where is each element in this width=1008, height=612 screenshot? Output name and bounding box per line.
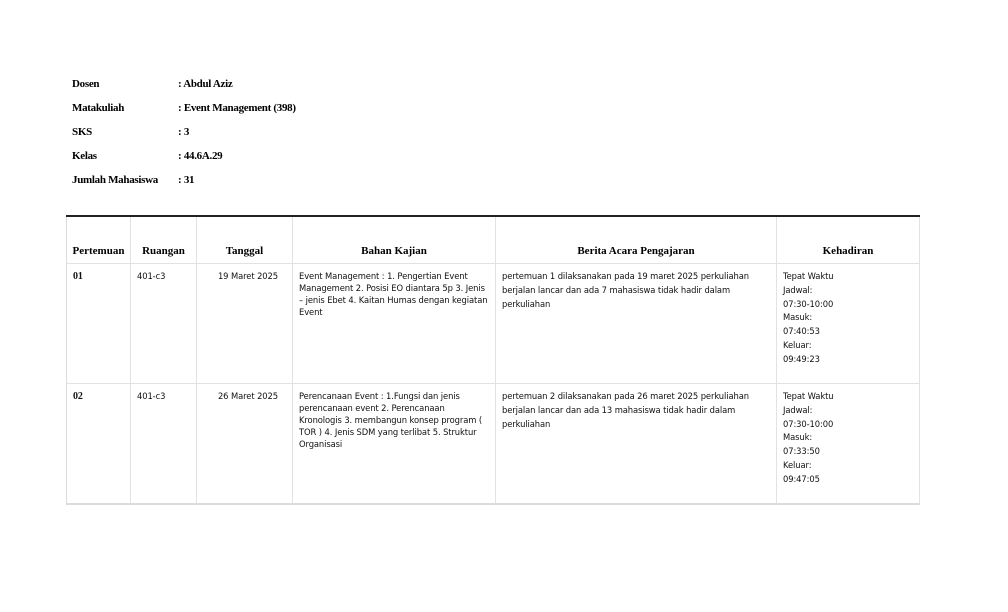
- info-label-matakuliah: Matakuliah: [72, 102, 125, 114]
- attendance-jadwal-label: Jadwal:: [783, 404, 813, 415]
- cell-bahan-kajian: Perencanaan Event : 1.Fungsi dan jenis perencanaan event 2. Perencanaan Kronologis 3. membangun konsep program ( TOR ) 4. Jenis SDM yang terlibat 5. Struktur Organisasi: [293, 384, 496, 504]
- header-berita-acara: Berita Acara Pengajaran: [496, 216, 777, 264]
- info-label-jumlah-mahasiswa: Jumlah Mahasiswa: [72, 174, 158, 186]
- info-label-sks: SKS: [72, 126, 92, 138]
- info-value-jumlah-mahasiswa: : 31: [178, 174, 195, 186]
- attendance-keluar: 09:49:23: [783, 353, 820, 364]
- info-value-kelas: : 44.6A.29: [178, 150, 223, 162]
- info-row-dosen: [72, 72, 296, 96]
- cell-berita-acara: pertemuan 1 dilaksanakan pada 19 maret 2025 perkuliahan berjalan lancar dan ada 7 mahasiswa tidak hadir dalam perkuliahan: [496, 264, 777, 384]
- table-header-row: [67, 216, 920, 264]
- header-kehadiran: Kehadiran: [777, 216, 920, 264]
- cell-pertemuan: 01: [67, 264, 131, 384]
- info-row-matakuliah: [72, 96, 296, 120]
- cell-ruangan: 401-c3: [131, 384, 197, 504]
- cell-kehadiran: [777, 384, 920, 504]
- info-value-matakuliah: : Event Management (398): [178, 102, 296, 114]
- table-row: [67, 264, 920, 384]
- attendance-masuk: 07:33:50: [783, 446, 820, 457]
- info-row-jumlah-mahasiswa: [72, 168, 296, 192]
- attendance-masuk-label: Masuk:: [783, 312, 813, 323]
- attendance-status: Tepat Waktu: [783, 271, 834, 281]
- cell-ruangan: 401-c3: [131, 264, 197, 384]
- table-row: [67, 384, 920, 504]
- cell-tanggal: 19 Maret 2025: [197, 264, 293, 384]
- teaching-journal-table: [66, 215, 920, 505]
- attendance-masuk-label: Masuk:: [783, 432, 813, 443]
- header-bahan-kajian: Bahan Kajian: [293, 216, 496, 264]
- attendance-jadwal: 07:30-10:00: [783, 298, 834, 309]
- attendance-keluar: 09:47:05: [783, 473, 820, 484]
- cell-kehadiran: [777, 264, 920, 384]
- header-pertemuan: Pertemuan: [67, 216, 131, 264]
- info-value-dosen: : Abdul Aziz: [178, 78, 233, 90]
- attendance-keluar-label: Keluar:: [783, 339, 812, 350]
- cell-bahan-kajian: Event Management : 1. Pengertian Event Management 2. Posisi EO diantara 5p 3. Jenis – jenis Ebet 4. Kaitan Humas dengan kegiatan Event: [293, 264, 496, 384]
- info-row-kelas: [72, 144, 296, 168]
- attendance-jadwal-label: Jadwal:: [783, 284, 813, 295]
- attendance-masuk: 07:40:53: [783, 326, 820, 337]
- cell-tanggal: 26 Maret 2025: [197, 384, 293, 504]
- header-tanggal: Tanggal: [197, 216, 293, 264]
- attendance-status: Tepat Waktu: [783, 391, 834, 401]
- header-ruangan: Ruangan: [131, 216, 197, 264]
- info-label-kelas: Kelas: [72, 150, 97, 162]
- info-value-sks: : 3: [178, 126, 190, 138]
- attendance-keluar-label: Keluar:: [783, 459, 812, 470]
- cell-pertemuan: 02: [67, 384, 131, 504]
- info-row-sks: [72, 120, 296, 144]
- course-info: [72, 72, 296, 192]
- cell-berita-acara: pertemuan 2 dilaksanakan pada 26 maret 2025 perkuliahan berjalan lancar dan ada 13 mahasiswa tidak hadir dalam perkuliahan: [496, 384, 777, 504]
- info-label-dosen: Dosen: [72, 78, 100, 90]
- attendance-jadwal: 07:30-10:00: [783, 418, 834, 429]
